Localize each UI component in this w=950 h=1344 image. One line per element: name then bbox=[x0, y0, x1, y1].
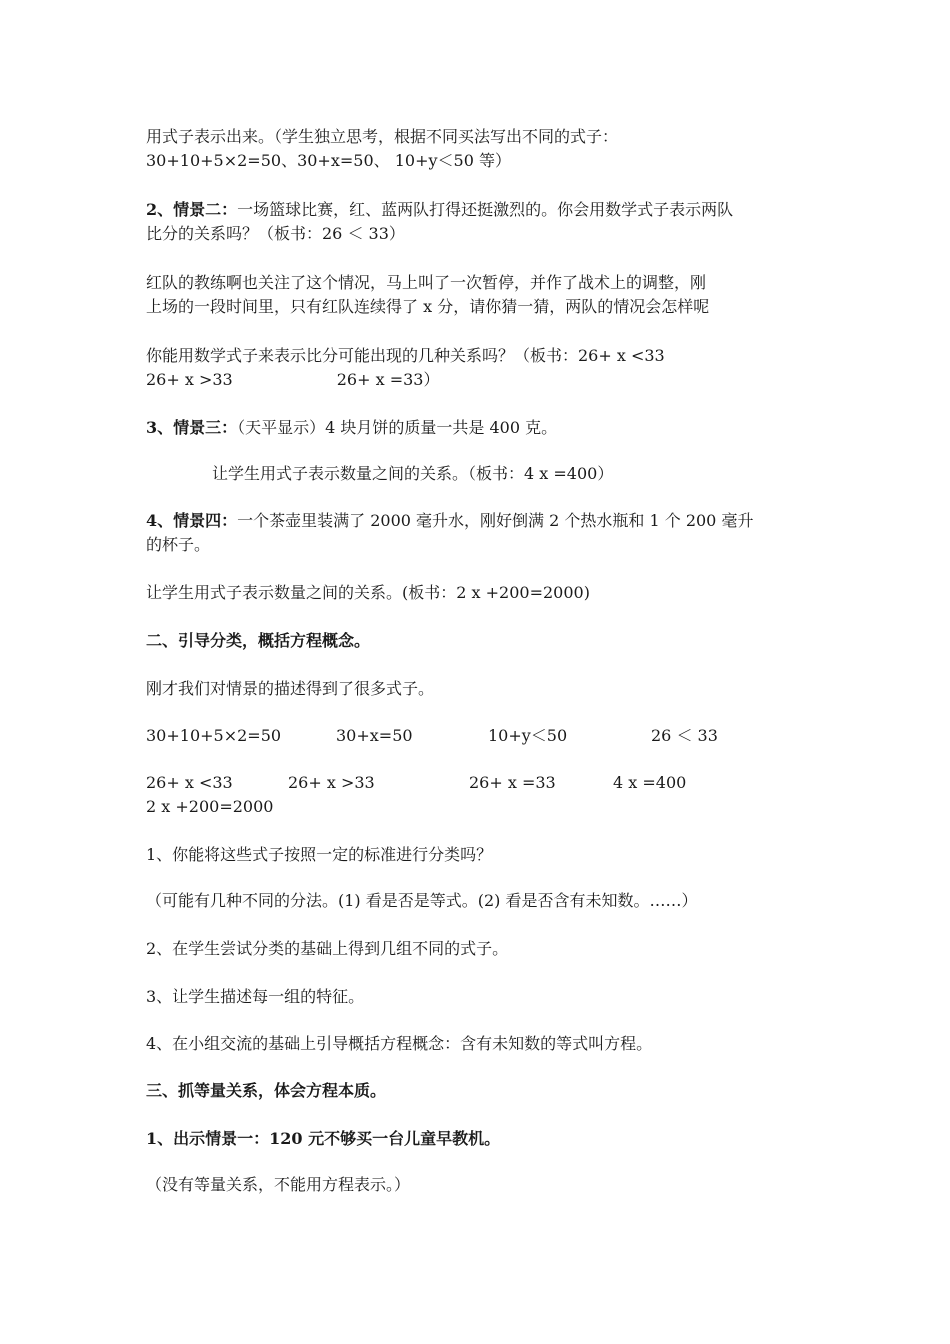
section-label: 4、情景四： bbox=[146, 511, 238, 530]
section-scene-three bbox=[146, 417, 557, 439]
text-line: 红队的教练啊也关注了这个情况，马上叫了一次暂停，并作了战术上的调整，刚 bbox=[146, 273, 707, 292]
formula: 30+10+5×2=50 bbox=[146, 726, 282, 745]
formula: 26+ x <33 bbox=[146, 773, 233, 792]
section-scene-two bbox=[146, 199, 733, 221]
text-line: 1、你能将这些式子按照一定的标准进行分类吗？ bbox=[146, 845, 493, 864]
formula: 26 ＜ 33 bbox=[651, 726, 718, 745]
section-label: 2、情景二： bbox=[146, 200, 238, 219]
formula: 2 x +200=2000 bbox=[146, 797, 274, 816]
text-line: 刚才我们对情景的描述得到了很多式子。 bbox=[146, 679, 435, 698]
formula: 26+ x >33 bbox=[288, 773, 375, 792]
section-text: 一场篮球比赛，红、蓝两队打得还挺激烈的。你会用数学式子表示两队 bbox=[237, 200, 734, 219]
text-line: 让学生用式子表示数量之间的关系。(板书：2 x +200=2000) bbox=[146, 583, 590, 602]
text-line: 让学生用式子表示数量之间的关系。（板书：4 x =400） bbox=[212, 464, 614, 483]
section-text: 一个茶壶里装满了 2000 毫升水，刚好倒满 2 个热水瓶和 1 个 200 毫升 bbox=[237, 511, 754, 530]
text-line: （可能有几种不同的分法。(1) 看是否是等式。(2) 看是否含有未知数。……） bbox=[146, 891, 698, 910]
section-heading: 二、引导分类，概括方程概念。 bbox=[146, 631, 371, 650]
text-line: 4、在小组交流的基础上引导概括方程概念：含有未知数的等式叫方程。 bbox=[146, 1034, 653, 1053]
formula: 26+ x >33 bbox=[146, 370, 233, 389]
formula: 4 x =400 bbox=[613, 773, 687, 792]
text-line: 3、让学生描述每一组的特征。 bbox=[146, 987, 365, 1006]
text-line: （没有等量关系，不能用方程表示。） bbox=[146, 1175, 411, 1194]
formula: 30+x=50 bbox=[336, 726, 413, 745]
section-scene-four bbox=[146, 510, 753, 532]
text-line bbox=[146, 369, 439, 391]
formula: 26+ x =33 bbox=[469, 773, 556, 792]
text-line: 比分的关系吗？（板书：26 ＜ 33） bbox=[146, 224, 405, 243]
text-line: 用式子表示出来。（学生独立思考，根据不同买法写出不同的式子： bbox=[146, 127, 619, 146]
section-label: 3、情景三： bbox=[146, 418, 238, 437]
text-line: 2、在学生尝试分类的基础上得到几组不同的式子。 bbox=[146, 939, 509, 958]
section-heading: 三、抓等量关系，体会方程本质。 bbox=[146, 1081, 387, 1100]
section-subheading: 1、出示情景一：120 元不够买一台儿童早教机。 bbox=[146, 1129, 501, 1148]
text-line: 的杯子。 bbox=[146, 535, 211, 554]
section-text: （天平显示）4 块月饼的质量一共是 400 克。 bbox=[237, 418, 558, 437]
formula: 26+ x =33） bbox=[336, 370, 440, 389]
formula: 10+y＜50 bbox=[488, 726, 568, 745]
text-line: 你能用数学式子来表示比分可能出现的几种关系吗？（板书：26+ x <33 bbox=[146, 346, 665, 365]
text-line: 上场的一段时间里，只有红队连续得了 x 分，请你猜一猜，两队的情况会怎样呢 bbox=[146, 297, 710, 316]
text-line: 30+10+5×2=50、30+x=50、 10+y＜50 等） bbox=[146, 151, 511, 170]
